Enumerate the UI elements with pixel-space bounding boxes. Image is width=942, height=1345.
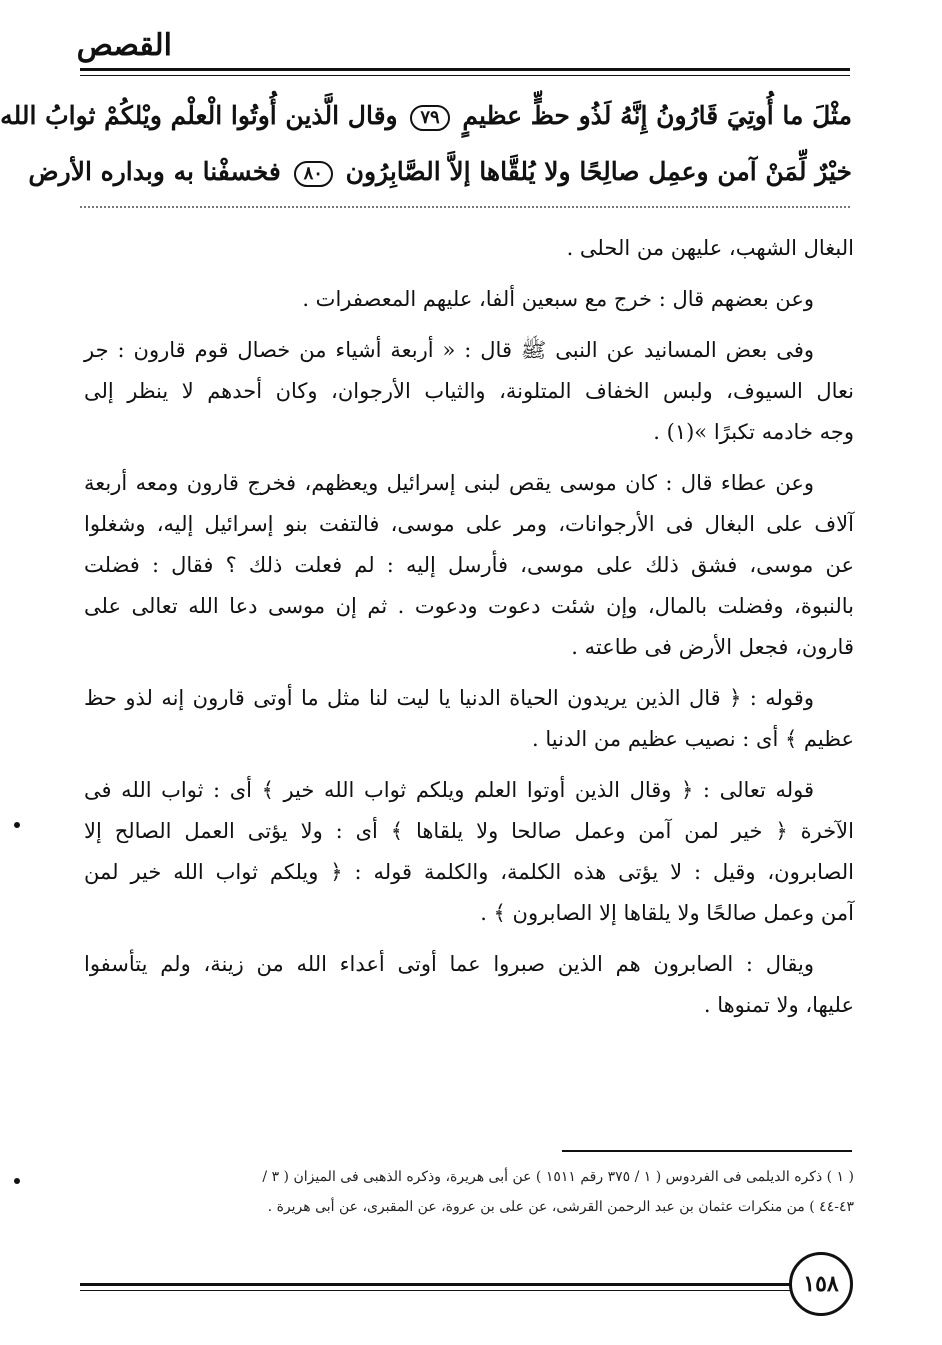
paragraph-5 [84,678,854,760]
text-line: قارون، فجعل الأرض فى طاعته . [571,635,854,659]
surah-title: القصص [76,28,172,63]
footer-rule-thick [80,1283,796,1286]
footer-rule-thin [80,1290,796,1291]
text-line: الآخرة ﴿ خير لمن آمن وعمل صالحا ولا يلقاها ﴾ أى : ولا يؤتى العمل الصالح إلا [84,819,854,843]
paragraph-4 [84,463,854,668]
text-line: وفى بعض المسانيد عن النبى ﷺ قال : « أربعة أشياء من خصال قوم قارون : جر [84,338,814,362]
verse-text: فخسفْنا به وبداره الأرض [28,157,281,186]
paragraph-7 [84,944,854,1026]
commentary-text [84,228,854,1036]
footnote-line: ٤٣-٤٤ ) من منكرات عثمان بن عبد الرحمن القرشى، عن على بن عروة، عن المقبرى، عن أبى هريرة . [267,1199,854,1215]
verse-separator [80,206,850,208]
text-line: عظيم ﴾ أى : نصيب عظيم من الدنيا . [532,727,854,751]
verse-text: وقال الَّذين أُوتُوا الْعلْم ويْلكُمْ ثوابُ الله [0,101,398,130]
text-line: قوله تعالى : ﴿ وقال الذين أوتوا العلم ويلكم ثواب الله خير ﴾ أى : ثواب الله فى [84,778,814,802]
text-line: البغال الشهب، عليهن من الحلى . [566,236,854,260]
quran-verses-block [0,88,852,200]
footnotes [84,1162,854,1222]
text-line: وعن بعضهم قال : خرج مع سبعين ألفا، عليهم المعصفرات . [302,287,814,311]
header-rule-thick [80,68,850,71]
paragraph-6 [84,770,854,934]
paragraph-1 [84,228,854,269]
ayah-number-marker: ٨٠ [294,161,333,187]
margin-speck [14,822,20,828]
margin-speck [14,1178,20,1184]
verse-text: مثْلَ ما أُوتِيَ قَارُونُ إِنَّهُ لَذُو حظٍّ عظيمٍ [462,101,852,130]
text-line: وقوله : ﴿ قال الذين يريدون الحياة الدنيا يا ليت لنا مثل ما أوتى قارون إنه لذو حظ [84,686,814,710]
paragraph-2 [84,279,854,320]
paragraph-3 [84,330,854,453]
text-line: نعال السيوف، ولبس الخفاف المتلونة، والثياب الأرجوان، وكان أحدهم لا ينظر إلى [84,379,855,403]
verse-line-2 [28,144,852,200]
text-line: آمن وعمل صالحًا ولا يلقاها إلا الصابرون ﴾ . [480,901,854,925]
text-line: آلاف على البغال فى الأرجوانات، ومر على موسى، فالتفت بنو إسرائيل إليه، وشغلوا [84,512,854,536]
footnote-line: ( ١ ) ذكره الديلمى فى الفردوس ( ١ / ٣٧٥ رقم ١٥١١ ) عن أبى هريرة، وذكره الذهبى فى الميزان ( ٣ / [262,1169,854,1185]
text-line: بالنبوة، وفضلت بالمال، وإن شئت دعوت ودعوت . ثم إن موسى دعا الله تعالى على [84,594,854,618]
header-rule-thin [80,75,850,76]
text-line: عليها، ولا تمنوها . [703,993,854,1017]
page-number: ١٥٨ [803,1271,839,1297]
text-line: وعن عطاء قال : كان موسى يقص لبنى إسرائيل ويعظهم، فخرج قارون ومعه أربعة [84,471,814,495]
ayah-number-marker: ٧٩ [410,105,449,131]
verse-line-1 [0,88,852,144]
text-line: ويقال : الصابرون هم الذين صبروا عما أوتى أعداء الله من زينة، ولم يتأسفوا [84,952,814,976]
verse-text: خيْرٌ لِّمَنْ آمن وعمِل صالِحًا ولا يُلقَّاها إلاَّ الصَّابِرُون [345,157,852,186]
text-line: عن موسى، فشق ذلك على موسى، فأرسل إليه : لم فعلت ذلك ؟ فقال : فضلت [84,553,854,577]
text-line: وجه خادمه تكبرًا »(١) . [653,420,854,444]
page-number-badge [789,1252,853,1316]
footnote-rule [562,1150,852,1152]
text-line: الصابرون، وقيل : لا يؤتى هذه الكلمة، والكلمة قوله : ﴿ ويلكم ثواب الله خير لمن [84,860,854,884]
